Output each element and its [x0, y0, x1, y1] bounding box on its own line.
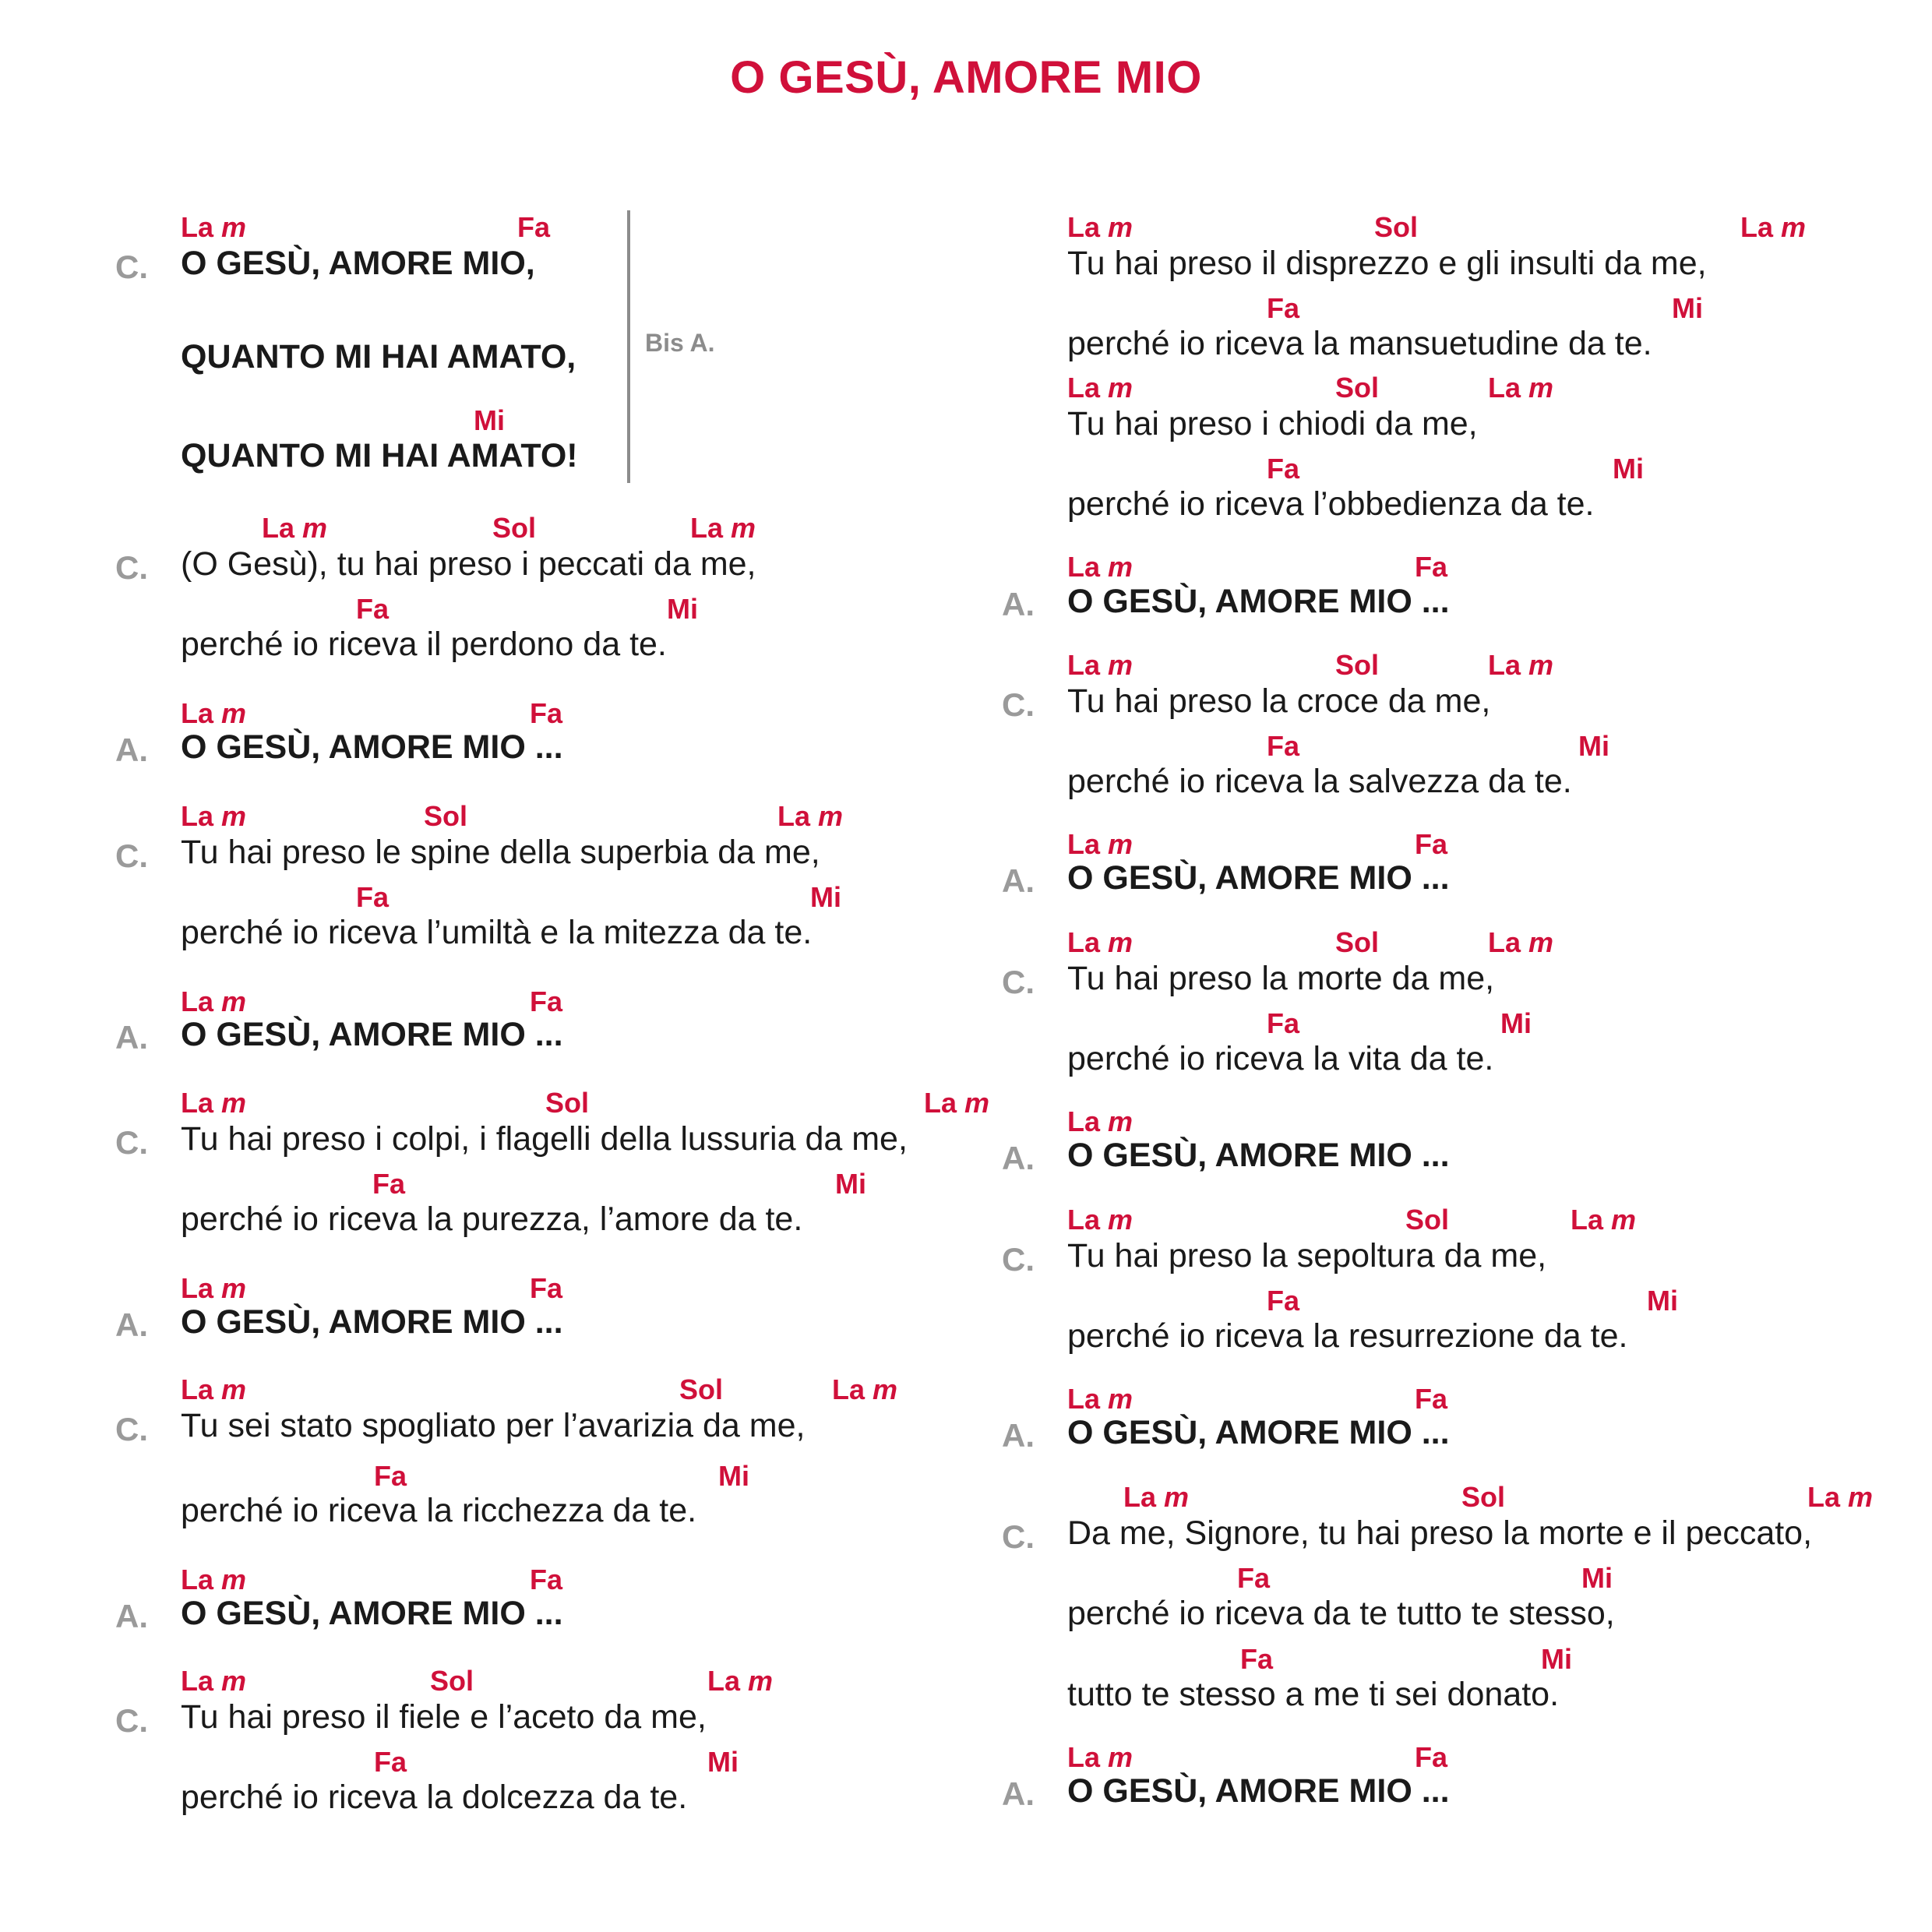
role-marker-cantor: C. [115, 837, 148, 874]
chord-la-minor [181, 1667, 246, 1695]
chord-mi: Mi [718, 1460, 749, 1492]
chord-fa: Fa [1415, 828, 1448, 860]
chord-root: La [181, 1564, 214, 1595]
chord-root: La [707, 1665, 741, 1697]
chord-minor-suffix: m [1781, 211, 1807, 243]
chord-la-minor [1067, 926, 1133, 958]
chord-sol: Sol [545, 1087, 590, 1119]
chord-mi: Mi [835, 1168, 866, 1200]
chord-root: La [1067, 1204, 1101, 1236]
chord-minor-suffix: m [1108, 1383, 1133, 1415]
chord-fa: Fa [530, 985, 563, 1017]
chord-la-minor [1067, 651, 1133, 679]
chord-minor-suffix: m [1848, 1481, 1874, 1513]
chord-sol: Sol [430, 1665, 474, 1697]
chord-root: La [181, 985, 214, 1017]
lyric-line: Da me, Signore, tu hai preso la morte e il peccato, [1067, 1514, 1813, 1552]
chord-mi: Mi [810, 881, 841, 913]
role-marker-cantor: C. [115, 1124, 148, 1161]
lyric-line: O GESÙ, AMORE MIO, [181, 245, 535, 282]
chord-la-minor [181, 697, 247, 729]
lyric-line: perché io riceva la ricchezza da te. [181, 1492, 697, 1529]
lyric-line: Tu hai preso il disprezzo e gli insulti da me, [1067, 245, 1707, 282]
chord-fa: Fa [1267, 1007, 1300, 1039]
lyric-line: perché io riceva il perdono da te. [181, 626, 667, 663]
chord-fa: Fa [530, 1564, 563, 1595]
chord-minor-suffix: m [1164, 1481, 1190, 1513]
chord-fa: Fa [517, 211, 551, 243]
lyric-line: perché io riceva la resurrezione da te. [1067, 1317, 1628, 1355]
chord-minor-suffix: m [221, 1564, 247, 1595]
lyric-line: Tu hai preso le spine della superbia da me, [181, 834, 820, 871]
role-marker-assembly: A. [1002, 862, 1035, 899]
chord-la-minor [1067, 1206, 1133, 1234]
chord-la-minor [1067, 830, 1133, 858]
chord-mi: Mi [474, 404, 505, 436]
lyric-line: Tu hai preso la morte da me, [1067, 960, 1495, 997]
chord-mi: Mi [1672, 292, 1703, 324]
chord-fa: Fa [356, 881, 390, 913]
chord-minor-suffix: m [1108, 828, 1133, 860]
chord-la-minor [181, 1274, 246, 1303]
role-marker-assembly: A. [115, 1306, 148, 1343]
chord-root: La [1067, 649, 1101, 681]
chord-minor-suffix: m [221, 1373, 247, 1405]
chord-fa: Fa [374, 1460, 407, 1492]
lyric-line: perché io riceva la salvezza da te. [1067, 763, 1572, 800]
chord-la-minor [1067, 1385, 1133, 1413]
chord-minor-suffix: m [1528, 372, 1554, 404]
chord-mi: Mi [1578, 730, 1609, 762]
lyric-line: QUANTO MI HAI AMATO! [181, 437, 578, 474]
chord-root: La [181, 1373, 214, 1405]
lyric-line: Tu sei stato spogliato per l’avarizia da me, [181, 1407, 806, 1444]
chord-root: La [777, 800, 811, 832]
chord-mi: Mi [1541, 1643, 1572, 1675]
lyric-line: perché io riceva la dolcezza da te. [181, 1779, 688, 1816]
chord-root: La [1488, 649, 1521, 681]
chord-root: La [1123, 1481, 1157, 1513]
role-marker-assembly: A. [115, 732, 148, 768]
role-marker-assembly: A. [1002, 1775, 1035, 1812]
chord-minor-suffix: m [818, 800, 844, 832]
chord-minor-suffix: m [1108, 1204, 1133, 1236]
lyric-line: O GESÙ, AMORE MIO ... [181, 1303, 563, 1341]
chord-la-minor [707, 1667, 773, 1695]
chord-minor-suffix: m [221, 697, 247, 729]
lyric-line: Tu hai preso i colpi, i flagelli della lussuria da me, [181, 1120, 908, 1158]
chord-sol: Sol [1374, 211, 1419, 243]
chord-minor-suffix: m [1528, 649, 1554, 681]
chord-fa: Fa [1237, 1562, 1271, 1594]
lyric-line: O GESÙ, AMORE MIO ... [181, 1595, 563, 1632]
chord-minor-suffix: m [1108, 1105, 1133, 1137]
chord-root: La [1067, 211, 1101, 243]
chord-la-minor [1067, 213, 1133, 242]
lyric-line: (O Gesù), tu hai preso i peccati da me, [181, 545, 756, 583]
chord-root: La [832, 1373, 866, 1405]
chord-minor-suffix: m [1108, 649, 1133, 681]
repeat-label: Bis A. [645, 329, 715, 357]
chord-la-minor [1067, 374, 1133, 402]
chord-minor-suffix: m [1108, 211, 1133, 243]
lyric-line: O GESÙ, AMORE MIO ... [1067, 1772, 1450, 1810]
lyric-line: perché io riceva la vita da te. [1067, 1040, 1494, 1077]
lyric-line: Tu hai preso la croce da me, [1067, 682, 1491, 720]
role-marker-cantor: C. [1002, 1518, 1035, 1555]
chord-mi: Mi [1500, 1007, 1532, 1039]
lyric-line: perché io riceva la mansuetudine da te. [1067, 325, 1652, 362]
role-marker-cantor: C. [1002, 686, 1035, 723]
chord-fa: Fa [1415, 1383, 1448, 1415]
chord-la-minor [1488, 651, 1553, 679]
role-marker-assembly: A. [115, 1019, 148, 1056]
chord-fa: Fa [1240, 1643, 1274, 1675]
role-marker-cantor: C. [115, 1411, 148, 1447]
chord-root: La [1067, 1383, 1101, 1415]
chord-minor-suffix: m [221, 800, 247, 832]
chord-fa: Fa [1415, 551, 1448, 583]
chord-minor-suffix: m [873, 1373, 898, 1405]
chord-root: La [181, 211, 214, 243]
chord-minor-suffix: m [302, 512, 328, 544]
role-marker-cantor: C. [115, 1702, 148, 1739]
chord-la-minor [181, 985, 247, 1017]
chord-fa: Fa [1267, 730, 1300, 762]
song-title: O GESÙ, AMORE MIO [730, 52, 1202, 103]
lyric-line: perché io riceva l’umiltà e la mitezza da te. [181, 914, 813, 951]
chord-la-minor [1488, 926, 1554, 958]
chord-root: La [181, 800, 214, 832]
role-marker-cantor: C. [1002, 964, 1035, 1000]
chord-root: La [690, 512, 724, 544]
lyric-line: Tu hai preso la sepoltura da me, [1067, 1237, 1547, 1274]
chord-root: La [181, 1087, 214, 1119]
chord-la-minor [1067, 1105, 1133, 1137]
chord-root: La [181, 1665, 214, 1697]
lyric-line: O GESÙ, AMORE MIO ... [1067, 859, 1450, 897]
chord-la-minor [1571, 1206, 1636, 1234]
chord-la-minor [181, 802, 246, 830]
chord-root: La [1488, 372, 1521, 404]
chord-root: La [1067, 828, 1101, 860]
lyric-line: Tu hai preso i chiodi da me, [1067, 405, 1478, 442]
chord-root: La [1571, 1204, 1604, 1236]
chord-la-minor [181, 1089, 246, 1117]
chord-minor-suffix: m [221, 1665, 247, 1697]
chord-root: La [1740, 211, 1774, 243]
chord-fa: Fa [372, 1168, 406, 1200]
chord-sol: Sol [1335, 649, 1380, 681]
role-marker-cantor: C. [115, 249, 148, 285]
chord-fa: Fa [1267, 292, 1300, 324]
chord-root: La [181, 1272, 214, 1304]
chord-minor-suffix: m [748, 1665, 774, 1697]
chord-root: La [1067, 551, 1101, 583]
chord-root: La [262, 512, 295, 544]
chord-mi: Mi [667, 593, 698, 625]
lyric-line: perché io riceva la purezza, l’amore da te. [181, 1200, 803, 1238]
chord-root: La [924, 1087, 957, 1119]
role-marker-cantor: C. [1002, 1241, 1035, 1278]
lyric-line: perché io riceva da te tutto te stesso, [1067, 1595, 1615, 1632]
lyric-line: O GESÙ, AMORE MIO ... [1067, 583, 1450, 620]
lyric-line: Tu hai preso il fiele e l’aceto da me, [181, 1698, 707, 1736]
chord-mi: Mi [1613, 453, 1644, 485]
chord-sol: Sol [1405, 1204, 1450, 1236]
chord-sol: Sol [1335, 926, 1380, 958]
chord-fa: Fa [1267, 1285, 1300, 1317]
chord-root: La [1067, 372, 1101, 404]
lyric-line: O GESÙ, AMORE MIO ... [1067, 1137, 1450, 1174]
chord-la-minor [777, 802, 843, 830]
role-marker-cantor: C. [115, 549, 148, 586]
chord-la-minor [1067, 553, 1133, 581]
role-marker-assembly: A. [1002, 1417, 1035, 1454]
lyric-line: tutto te stesso a me ti sei donato. [1067, 1676, 1560, 1713]
chord-root: La [1067, 1741, 1101, 1773]
chord-la-minor [924, 1089, 989, 1117]
chord-root: La [1067, 1105, 1101, 1137]
role-marker-assembly: A. [1002, 586, 1035, 622]
chord-minor-suffix: m [221, 985, 247, 1017]
chord-minor-suffix: m [221, 211, 247, 243]
chord-root: La [181, 697, 214, 729]
chord-la-minor [1067, 1743, 1133, 1772]
chord-root: La [1067, 926, 1101, 958]
chord-minor-suffix: m [1108, 1741, 1133, 1773]
chord-fa: Fa [356, 593, 390, 625]
chord-fa: Fa [374, 1746, 407, 1778]
lyric-line: O GESÙ, AMORE MIO ... [181, 728, 563, 766]
chord-minor-suffix: m [221, 1087, 247, 1119]
chord-sol: Sol [679, 1373, 724, 1405]
chord-la-minor [832, 1373, 898, 1405]
chord-la-minor [181, 213, 246, 242]
chord-sol: Sol [1335, 372, 1380, 404]
chord-la-minor [1740, 213, 1806, 242]
chord-la-minor [181, 1566, 246, 1594]
chord-fa: Fa [1415, 1741, 1448, 1773]
chord-la-minor [690, 514, 756, 542]
chord-sol: Sol [1461, 1481, 1506, 1513]
chord-la-minor [181, 1373, 247, 1405]
chord-fa: Fa [530, 1272, 563, 1304]
chord-sol: Sol [424, 800, 468, 832]
chord-fa: Fa [530, 697, 563, 729]
lyric-line: O GESÙ, AMORE MIO ... [181, 1016, 563, 1053]
chord-mi: Mi [1647, 1285, 1678, 1317]
chord-minor-suffix: m [1528, 926, 1554, 958]
chord-mi: Mi [707, 1746, 739, 1778]
chord-minor-suffix: m [1108, 372, 1133, 404]
role-marker-assembly: A. [1002, 1140, 1035, 1176]
chord-la-minor [1807, 1483, 1873, 1511]
lyric-line: O GESÙ, AMORE MIO ... [1067, 1414, 1450, 1451]
chord-la-minor [1123, 1483, 1189, 1511]
chord-root: La [1807, 1481, 1841, 1513]
chord-fa: Fa [1267, 453, 1300, 485]
chord-la-minor [262, 514, 327, 542]
chord-sol: Sol [492, 512, 537, 544]
chord-minor-suffix: m [731, 512, 756, 544]
lyric-line: QUANTO MI HAI AMATO, [181, 338, 576, 375]
chord-minor-suffix: m [964, 1087, 990, 1119]
lyric-line: perché io riceva l’obbedienza da te. [1067, 485, 1595, 523]
chord-mi: Mi [1581, 1562, 1613, 1594]
chord-minor-suffix: m [1108, 551, 1133, 583]
repeat-bracket [627, 210, 630, 483]
chord-la-minor [1488, 374, 1553, 402]
chord-root: La [1488, 926, 1521, 958]
role-marker-assembly: A. [115, 1598, 148, 1634]
chord-minor-suffix: m [221, 1272, 247, 1304]
chord-minor-suffix: m [1611, 1204, 1637, 1236]
chord-minor-suffix: m [1108, 926, 1133, 958]
